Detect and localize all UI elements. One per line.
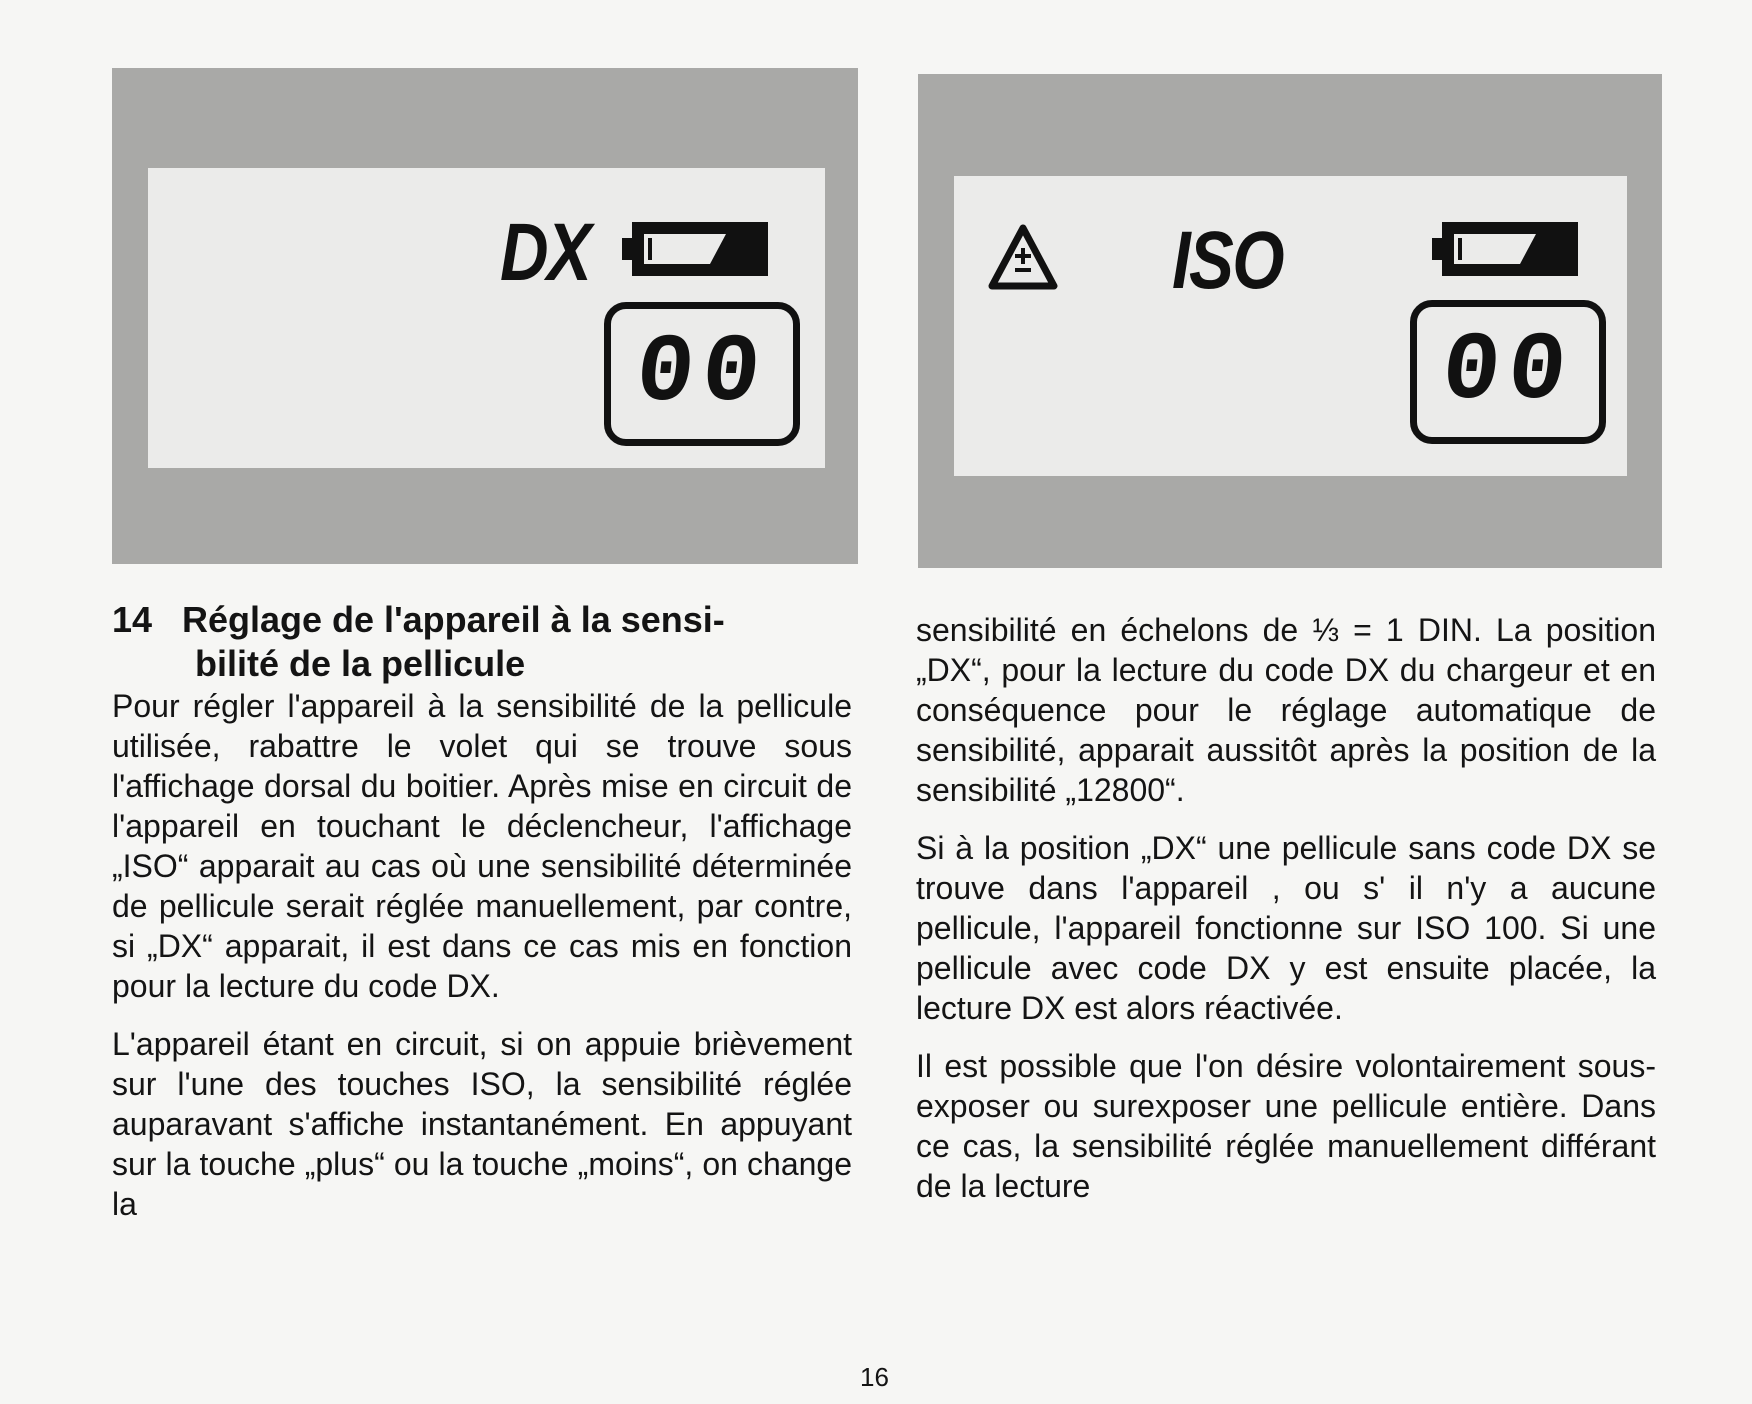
section-title-line1: Réglage de l'appareil à la sensi- xyxy=(182,599,725,640)
lcd-screen xyxy=(954,176,1627,476)
paragraph: Si à la position „DX“ une pellicule sans code DX se trouve dans l'appareil , ou s' il n'y a aucune pellicule, l'appareil fonctionne sur ISO 100. Si une pellicule avec code DX y est ensuite placée, la lecture DX est alors réactivée. xyxy=(916,830,1656,1026)
frame-counter xyxy=(604,302,800,446)
right-column xyxy=(916,610,1656,1206)
battery-icon xyxy=(1432,220,1580,278)
left-column xyxy=(112,598,852,1224)
paragraph: Il est possible que l'on désire volontairement sous-exposer ou surexposer une pellicule entière. Dans ce cas, la sensibilité réglée manuellement différant de la lecture xyxy=(916,1048,1656,1204)
paragraph: L'appareil étant en circuit, si on appuie brièvement sur l'une des touches ISO, la sensibilité réglée auparavant s'affiche instantanément. En appuyant sur la touche „plus“ ou la touche „moins“, on change la xyxy=(112,1026,852,1222)
paragraph: sensibilité en échelons de ⅓ = 1 DIN. La position „DX“, pour la lecture du code DX du chargeur et en conséquence pour le réglage automatique de sensibilité, apparait aussitôt après la position de la sensibilité „12800“. xyxy=(916,612,1656,808)
frame-counter xyxy=(1410,300,1606,444)
paragraph: Pour régler l'appareil à la sensibilité de la pellicule utilisée, rabattre le volet qui se trouve sous l'affichage dorsal du boitier. Après mise en circuit de l'appareil en touchant le déclencheur, l'affichage „ISO“ apparait au cas où une sensibilité déterminée de pellicule serait réglée manuellement, par contre, si „DX“ apparait, il est dans ce cas mis en fonction pour la lecture du code DX. xyxy=(112,688,852,1004)
frame-counter-digits: 00 xyxy=(630,319,774,428)
lcd-figure-dx xyxy=(112,68,858,564)
frame-counter-digits: 00 xyxy=(1436,317,1580,426)
section-heading xyxy=(112,598,852,686)
iso-mode-indicator: ISO xyxy=(1172,215,1283,306)
section-title-line2: bilité de la pellicule xyxy=(195,643,526,684)
page-number: 16 xyxy=(860,1362,889,1392)
dx-mode-indicator: DX xyxy=(500,207,591,298)
lcd-figure-iso xyxy=(918,74,1662,568)
battery-icon xyxy=(622,220,770,278)
exposure-compensation-warning-icon xyxy=(988,224,1058,290)
section-number: 14 xyxy=(112,599,153,640)
lcd-screen xyxy=(148,168,825,468)
